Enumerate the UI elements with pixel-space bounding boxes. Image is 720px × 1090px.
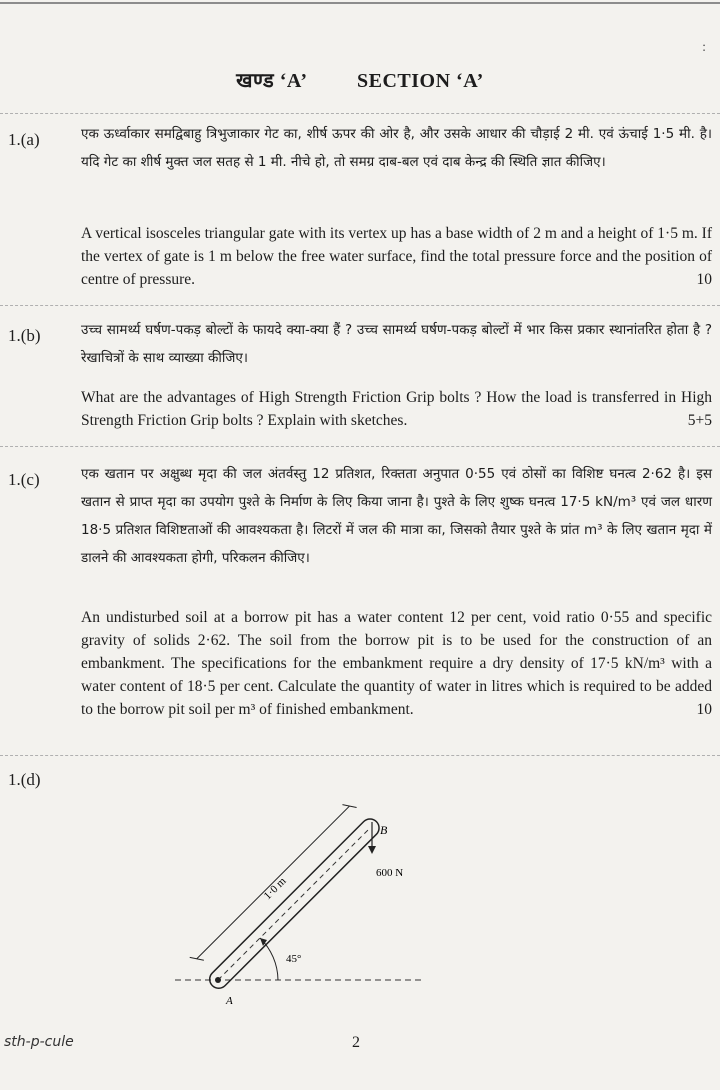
question-text-hindi: एक ऊर्ध्वाकार समद्विबाहु त्रिभुजाकार गेट का, शीर्ष ऊपर की ओर है, और उसके आधार की चौड़ाई 2 मी. एवं ऊंचाई 1·5 मी. है। यदि गेट का शीर्ष मुक्त जल सतह से 1 मी. नीचे हो, तो समग्र दाब-बल एवं दाब केन्द्र की स्थिति ज्ञात कीजिए।: [81, 126, 712, 170]
question-marks: 10: [696, 271, 712, 288]
question-text: A vertical isosceles triangular gate with its vertex up has a base width of 2 m and a height of 1·5 m. If the vertex of gate is 1 m below the free water surface, find the total pressure force and the position of centre of pressure.: [81, 225, 712, 288]
top-border: [0, 2, 720, 4]
question-number: 1.(c): [8, 470, 40, 489]
section-title-hindi: खण्ड ‘A’: [236, 70, 308, 92]
section-title-english: SECTION ‘A’: [357, 70, 484, 92]
question-number: 1.(a): [8, 130, 40, 149]
pin-a: [215, 977, 221, 983]
question-text-english: [81, 222, 712, 291]
question-text: What are the advantages of High Strength Friction Grip bolts ? How the load is transferred in High Strength Friction Grip bolts ? Explain with sketches.: [81, 389, 712, 429]
section-title: [0, 66, 720, 93]
separator: [0, 113, 720, 114]
load-arrowhead: [368, 846, 376, 854]
question-number: 1.(b): [8, 326, 41, 345]
footer-code: sth-p-cule: [4, 1034, 74, 1050]
inclined-bar: [187, 796, 383, 992]
question-text-english: [81, 606, 712, 721]
separator: [0, 305, 720, 306]
question-marks: 5+5: [687, 412, 712, 429]
inclined-bar-figure: [160, 790, 460, 1020]
question-marks: 10: [696, 701, 712, 718]
separator: [0, 446, 720, 447]
question-text-hindi: एक खतान पर अक्षुब्ध मृदा की जल अंतर्वस्तु 12 प्रतिशत, रिक्तता अनुपात 0·55 एवं ठोसों का विशिष्ट घनत्व 2·62 है। इस खतान से प्राप्त मृदा का उपयोग पुश्ते के निर्माण के लिए किया जाना है। पुश्ते के लिए शुष्क घनत्व 17·5 kN/m³ एवं जल धारण 18·5 प्रतिशत विशिष्टताओं की आवश्यकता है। लिटरों में जल की मात्रा का, जिसको तैयार पुश्ते के प्रांत m³ के लिए खतान मृदा में डालने की आवश्यकता होगी, परिकलन कीजिए।: [81, 466, 712, 566]
question-text: An undisturbed soil at a borrow pit has a water content 12 per cent, void ratio 0·55 and specific gravity of solids 2·62. The soil from the borrow pit is to be used for the construction of an embankment. The specifications for the embankment require a dry density of 17·5 kN/m³ with a water content of 18·5 per cent. Calculate the quantity of water in litres which is required to be added to the borrow pit soil per m³ of finished embankment.: [81, 609, 712, 718]
question-text-hindi: उच्च सामर्थ्य घर्षण-पकड़ बोल्टों के फायदे क्या-क्या हैं ? उच्च सामर्थ्य घर्षण-पकड़ बोल्टों में भार किस प्रकार स्थानांतरित होता है ? रेखाचित्रों के साथ व्याख्या कीजिए।: [81, 322, 712, 366]
separator: [0, 755, 720, 756]
load-label: 600 N: [376, 867, 404, 879]
point-b-label: B: [380, 823, 388, 837]
length-label: 1·0 m: [261, 875, 289, 903]
angle-label: 45°: [286, 953, 302, 965]
page-number: 2: [352, 1034, 360, 1051]
question-text-english: [81, 386, 712, 432]
point-a-label: A: [226, 995, 233, 1007]
question-number: 1.(d): [8, 770, 41, 789]
corner-mark: :: [702, 40, 706, 55]
